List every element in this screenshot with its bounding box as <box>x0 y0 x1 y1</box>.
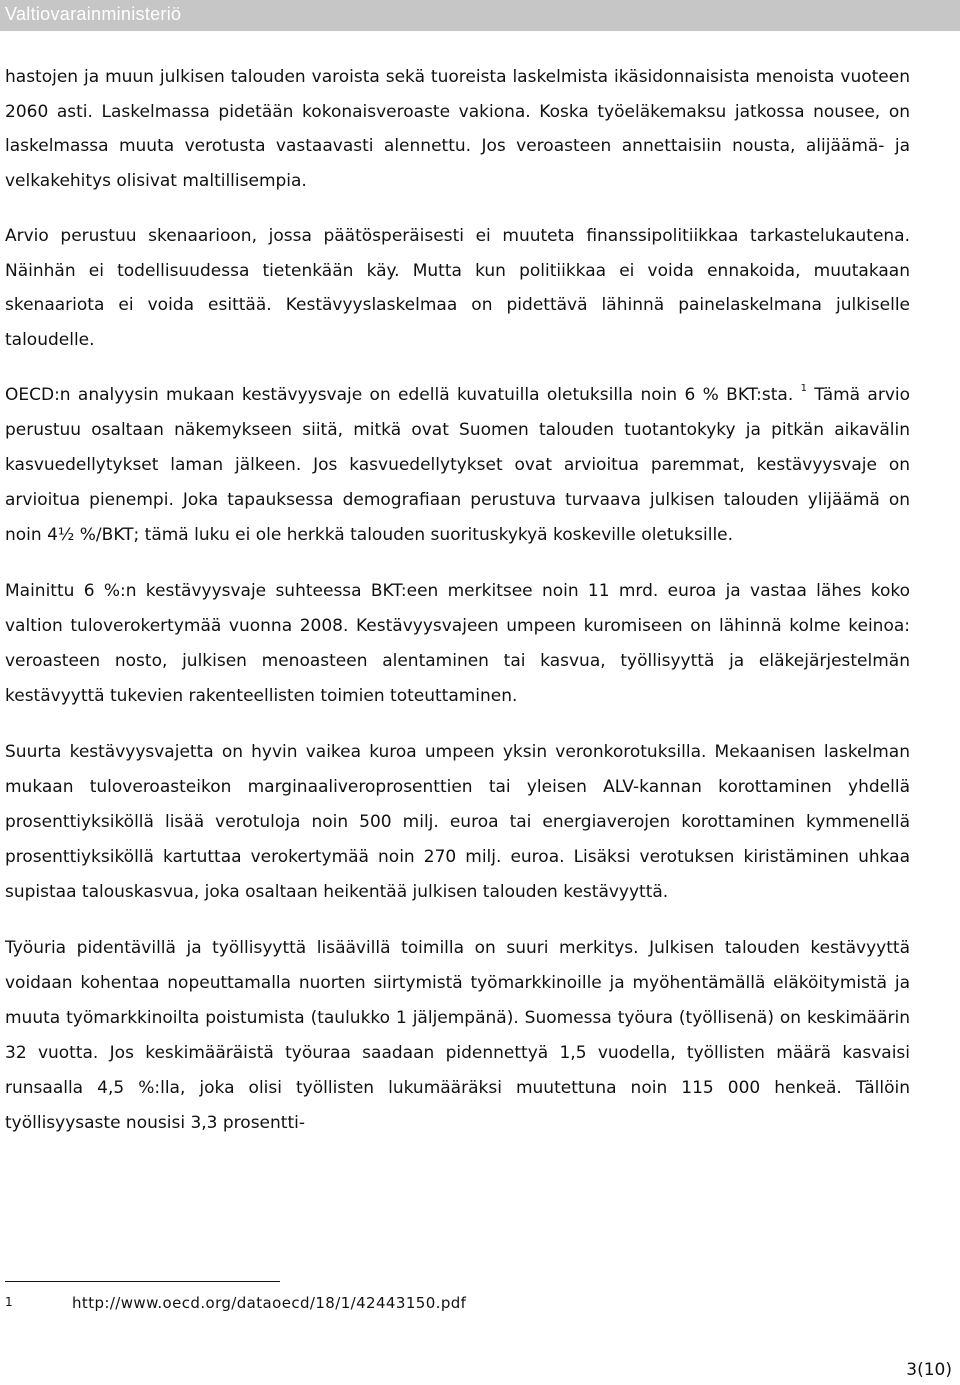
footnote-link[interactable]: http://www.oecd.org/dataoecd/18/1/42443150.pdf <box>72 1294 467 1312</box>
paragraph-3-rest: Tämä arvio perustuu osaltaan näkemykseen siitä, mitkä ovat Suomen talouden tuotantokyky ja pitkän aikavälin kasvuedellytykset laman jälkeen. Jos kasvuedellytykset ovat arvioitua paremmat, kestävyysvaje on arvioitua pienempi. Joka tapauksessa demografiaan perustuva turvaava julkisen talouden ylijäämä on noin 4½ %/BKT; tämä luku ei ole herkkä talouden suorituskykyä koskeville oletuksille. <box>5 385 911 545</box>
footnote-divider <box>5 1281 280 1282</box>
page-header <box>0 0 960 31</box>
footnote-marker[interactable]: 1 <box>800 383 807 395</box>
header-title: Valtiovarainministeriö <box>5 4 182 24</box>
document-body <box>5 60 910 1162</box>
paragraph-2: Arvio perustuu skenaarioon, jossa päätösperäisesti ei muuteta finanssipolitiikkaa tarkastelukautena. Näinhän ei todellisuudessa tietenkään käy. Mutta kun politiikkaa ei voida ennakoida, muutakaan skenaariota ei voida esittää. Kestävyyslaskelmaa on pidettävä lähinnä painelaskelmana julkiselle taloudelle. <box>5 226 910 350</box>
paragraph-3 <box>5 378 910 553</box>
paragraph-6: Työuria pidentävillä ja työllisyyttä lisäävillä toimilla on suuri merkitys. Julkisen talouden kestävyyttä voidaan kohentaa nopeuttamalla nuorten siirtymistä työmarkkinoille ja myöhentämällä eläköitymistä ja muuta työmarkkinoilta poistumista (taulukko 1 jäljempänä). Suomessa työura (työllisenä) on keskimäärin 32 vuotta. Jos keskimääräistä työuraa saadaan pidennettyä 1,5 vuodella, työllisten määrä kasvaisi runsaalla 4,5 %:lla, joka olisi työllisten lukumääräksi muutettuna noin 115 000 henkeä. Tällöin työllisyysaste nousisi 3,3 prosentti- <box>5 938 910 1133</box>
paragraph-5: Suurta kestävyysvajetta on hyvin vaikea kuroa umpeen yksin veronkorotuksilla. Mekaanisen laskelman mukaan tuloveroasteikon marginaaliveroprosenttien tai yleisen ALV-kannan korottaminen yhdellä prosenttiyksiköllä lisää verotuloja noin 500 milj. euroa tai energiaverojen korottaminen kymmenellä prosenttiyksiköllä kartuttaa verokertymää noin 270 milj. euroa. Lisäksi verotuksen kiristäminen uhkaa supistaa talouskasvua, joka osaltaan heikentää julkisen talouden kestävyyttä. <box>5 742 910 902</box>
footnote-number: 1 <box>5 1295 13 1309</box>
oecd-sentence: OECD:n analyysin mukaan kestävyysvaje on edellä kuvatuilla oletuksilla noin 6 % BKT:sta. <box>5 385 794 405</box>
paragraph-4: Mainittu 6 %:n kestävyysvaje suhteessa BKT:een merkitsee noin 11 mrd. euroa ja vastaa lähes koko valtion tuloverokertymää vuonna 2008. Kestävyysvajeen umpeen kuromiseen on lähinnä kolme keinoa: veroasteen nosto, julkisen menoasteen alentaminen tai kasvua, työllisyyttä ja eläkejärjestelmän kestävyyttä tukevien rakenteellisten toimien toteuttaminen. <box>5 581 910 706</box>
paragraph-1: hastojen ja muun julkisen talouden varoista sekä tuoreista laskelmista ikäsidonnaisista menoista vuoteen 2060 asti. Laskelmassa pidetään kokonaisveroaste vakiona. Koska työeläkemaksu jatkossa nousee, on laskelmassa muuta verotusta vastaavasti alennettu. Jos veroasteen annettaisiin nousta, alijäämä- ja velkakehitys olisivat maltillisempia. <box>5 67 910 191</box>
page-number: 3(10) <box>906 1360 952 1380</box>
